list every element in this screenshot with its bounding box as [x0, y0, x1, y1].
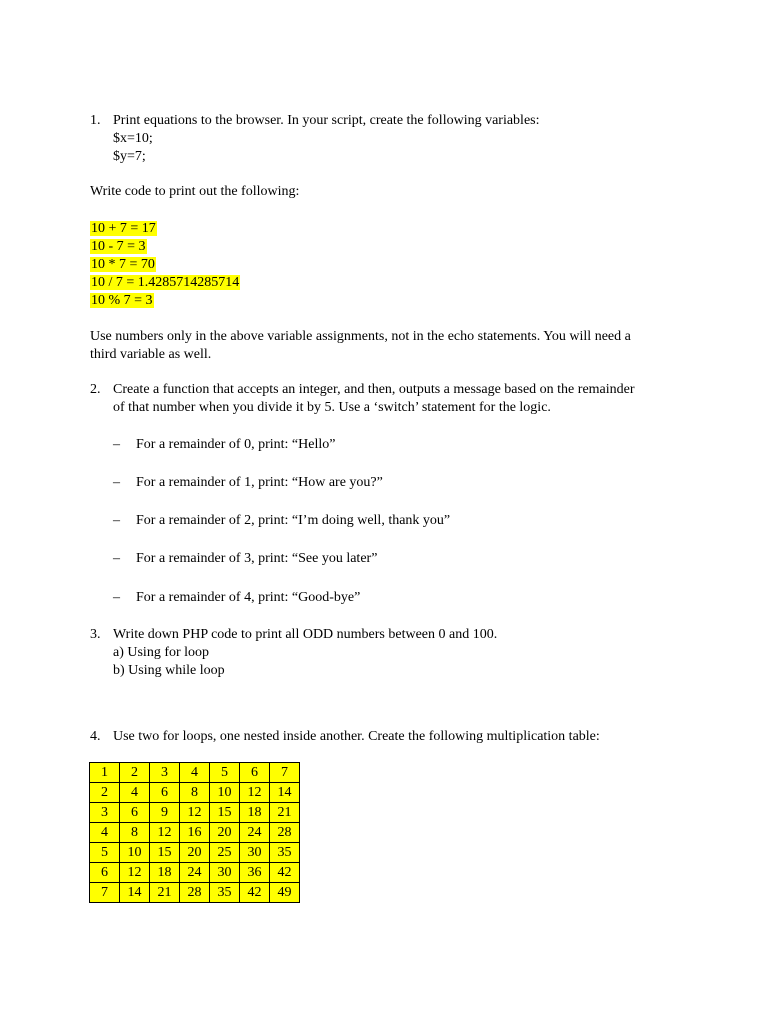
table-cell: 6	[120, 803, 150, 823]
dash-bullet: –	[113, 513, 120, 528]
table-cell: 21	[150, 883, 180, 903]
table-cell: 4	[120, 783, 150, 803]
table-cell: 35	[210, 883, 240, 903]
table-cell: 20	[210, 823, 240, 843]
q3-number: 3.	[90, 627, 101, 642]
table-cell: 6	[240, 763, 270, 783]
table-cell: 35	[270, 843, 300, 863]
table-cell: 12	[240, 783, 270, 803]
q2-line1: Create a function that accepts an integer, and then, outputs a message based on the remainder	[113, 382, 635, 397]
table-cell: 2	[120, 763, 150, 783]
equation-line: 10 - 7 = 3	[91, 239, 146, 254]
table-row	[90, 863, 300, 883]
table-cell: 16	[180, 823, 210, 843]
table-cell: 12	[150, 823, 180, 843]
table-cell: 4	[180, 763, 210, 783]
table-cell: 30	[210, 863, 240, 883]
q2-item: For a remainder of 1, print: “How are you?”	[136, 475, 383, 490]
q2-item: For a remainder of 2, print: “I’m doing well, thank you”	[136, 513, 451, 528]
q1-note-line2: third variable as well.	[90, 347, 212, 362]
table-cell: 7	[270, 763, 300, 783]
table-cell: 36	[240, 863, 270, 883]
dash-bullet: –	[113, 551, 120, 566]
q1-number: 1.	[90, 113, 101, 128]
equation-line: 10 % 7 = 3	[91, 293, 153, 308]
equation-line: 10 + 7 = 17	[91, 221, 156, 236]
q2-line2: of that number when you divide it by 5. Use a ‘switch’ statement for the logic.	[113, 400, 551, 415]
table-cell: 42	[240, 883, 270, 903]
q1-var-y: $y=7;	[113, 149, 146, 164]
table-cell: 8	[180, 783, 210, 803]
table-cell: 9	[150, 803, 180, 823]
table-cell: 12	[180, 803, 210, 823]
table-cell: 2	[90, 783, 120, 803]
table-row	[90, 883, 300, 903]
table-cell: 18	[150, 863, 180, 883]
table-cell: 3	[150, 763, 180, 783]
q4-number: 4.	[90, 729, 101, 744]
table-cell: 8	[120, 823, 150, 843]
q1-text: Print equations to the browser. In your script, create the following variables:	[113, 113, 540, 128]
table-cell: 20	[180, 843, 210, 863]
q2-item: For a remainder of 0, print: “Hello”	[136, 437, 336, 452]
table-cell: 12	[120, 863, 150, 883]
table-cell: 30	[240, 843, 270, 863]
q3-text: Write down PHP code to print all ODD numbers between 0 and 100.	[113, 627, 498, 642]
q1-var-x: $x=10;	[113, 131, 153, 146]
q1-note-line1: Use numbers only in the above variable assignments, not in the echo statements. You will need a	[90, 329, 631, 344]
table-cell: 7	[90, 883, 120, 903]
q2-number: 2.	[90, 382, 101, 397]
q1-write-code: Write code to print out the following:	[90, 184, 300, 199]
table-cell: 6	[150, 783, 180, 803]
table-cell: 5	[210, 763, 240, 783]
equation-line: 10 / 7 = 1.4285714285714	[91, 275, 240, 290]
q3-option-a: a) Using for loop	[113, 645, 210, 660]
table-cell: 42	[270, 863, 300, 883]
table-row	[90, 763, 300, 783]
table-cell: 14	[270, 783, 300, 803]
table-cell: 25	[210, 843, 240, 863]
q3-option-b: b) Using while loop	[113, 663, 225, 678]
dash-bullet: –	[113, 437, 120, 452]
table-cell: 28	[270, 823, 300, 843]
table-cell: 1	[90, 763, 120, 783]
q2-item: For a remainder of 3, print: “See you later”	[136, 551, 378, 566]
table-cell: 14	[120, 883, 150, 903]
table-cell: 5	[90, 843, 120, 863]
multiplication-table	[89, 762, 300, 903]
dash-bullet: –	[113, 475, 120, 490]
table-cell: 6	[90, 863, 120, 883]
q4-text: Use two for loops, one nested inside another. Create the following multiplication table:	[113, 729, 600, 744]
table-row	[90, 823, 300, 843]
table-cell: 10	[120, 843, 150, 863]
table-cell: 3	[90, 803, 120, 823]
table-cell: 18	[240, 803, 270, 823]
table-cell: 15	[210, 803, 240, 823]
table-cell: 4	[90, 823, 120, 843]
table-cell: 28	[180, 883, 210, 903]
equation-line: 10 * 7 = 70	[91, 257, 155, 272]
table-cell: 10	[210, 783, 240, 803]
table-cell: 24	[240, 823, 270, 843]
table-cell: 15	[150, 843, 180, 863]
table-cell: 21	[270, 803, 300, 823]
table-row	[90, 783, 300, 803]
dash-bullet: –	[113, 590, 120, 605]
table-cell: 49	[270, 883, 300, 903]
table-row	[90, 803, 300, 823]
q2-item: For a remainder of 4, print: “Good-bye”	[136, 590, 361, 605]
table-row	[90, 843, 300, 863]
table-cell: 24	[180, 863, 210, 883]
